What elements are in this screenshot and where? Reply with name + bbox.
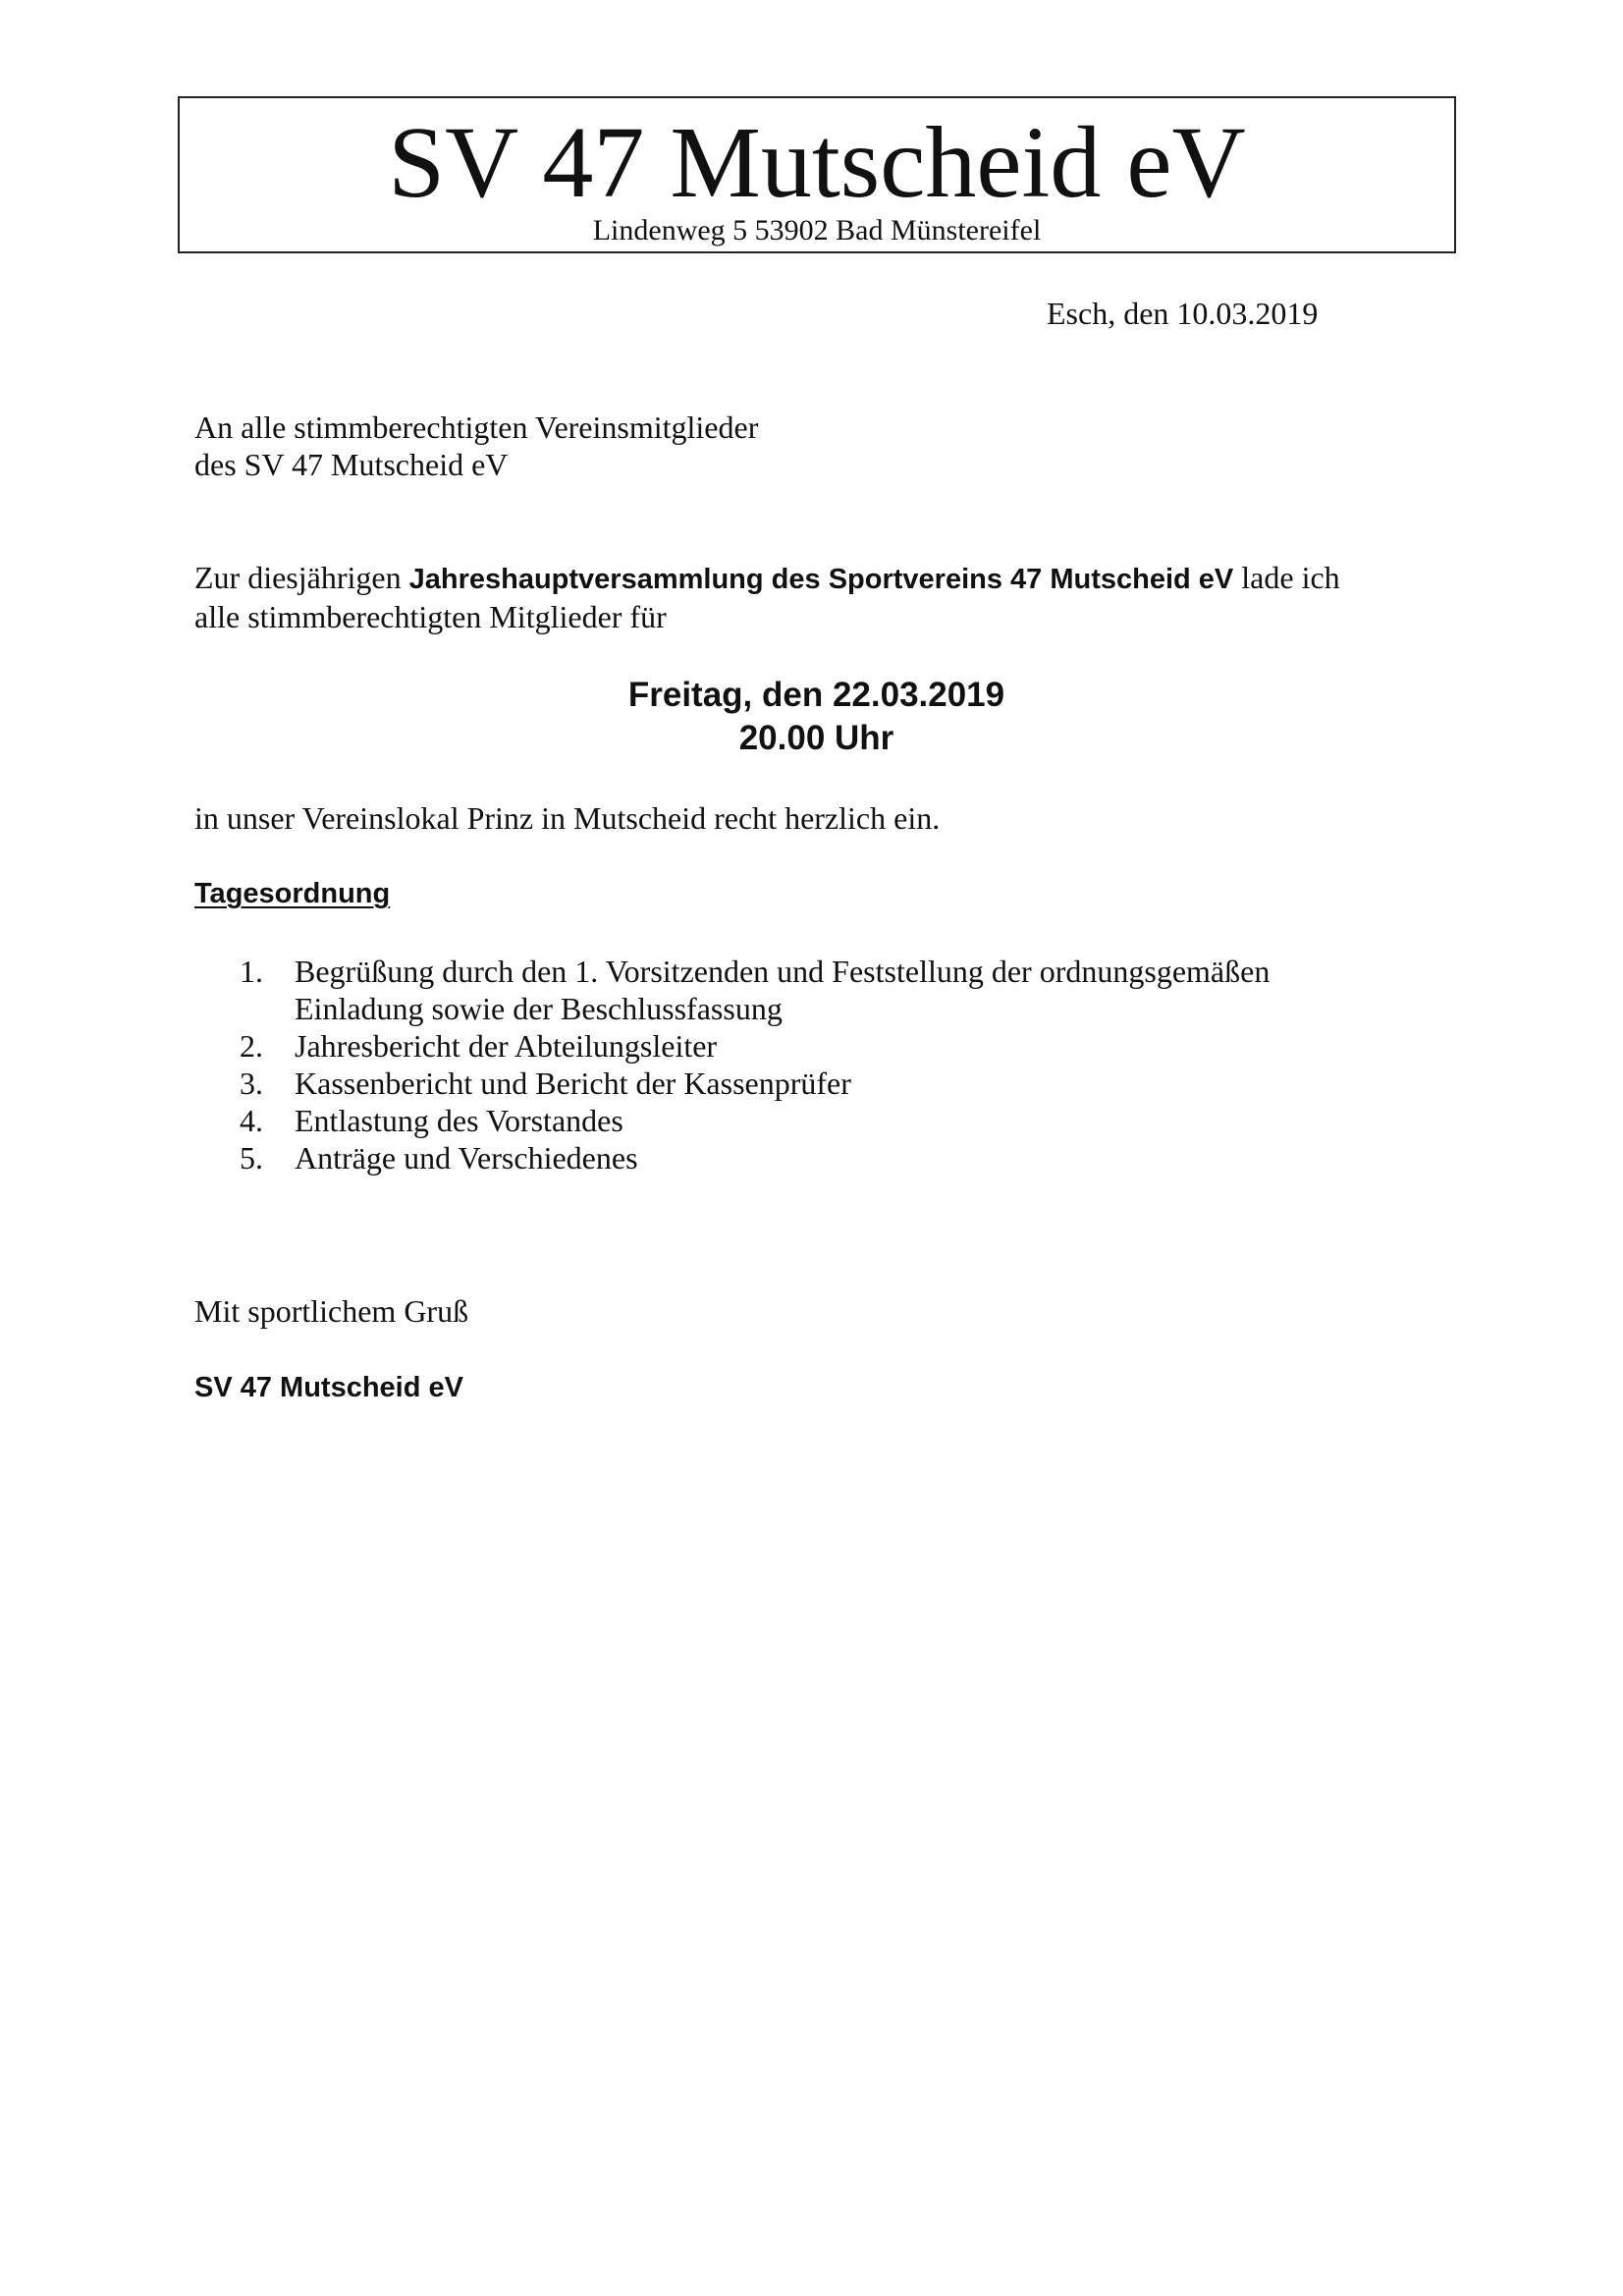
agenda-title: Tagesordnung: [194, 878, 391, 909]
agenda-item-number: 3.: [240, 1066, 263, 1101]
intro-suffix: lade ich: [1233, 560, 1340, 595]
agenda-item-text: Entlastung des Vorstandes: [295, 1103, 623, 1138]
agenda-item: [240, 953, 1375, 1027]
intro-prefix: Zur diesjährigen: [194, 560, 409, 595]
agenda-item-number: 4.: [240, 1103, 263, 1138]
event-date: Freitag, den 22.03.2019: [627, 676, 1005, 714]
recipients-block: [194, 409, 758, 483]
intro-line-2: alle stimmberechtigten Mitglieder für: [194, 599, 667, 634]
letterhead-box: [178, 96, 1456, 253]
agenda-item-number: 1.: [240, 954, 263, 989]
agenda-list: [240, 953, 1375, 1176]
agenda-item-text-continued: Einladung sowie der Beschlussfassung: [295, 991, 783, 1026]
venue-line: in unser Vereinslokal Prinz in Mutscheid recht herzlich ein.: [194, 800, 941, 836]
agenda-item-text: Jahresbericht der Abteilungsleiter: [295, 1028, 718, 1064]
agenda-item: [240, 1139, 1375, 1176]
recipients-line-2: des SV 47 Mutscheid eV: [194, 447, 509, 482]
recipients-line-1: An alle stimmberechtigten Vereinsmitglieder: [194, 410, 759, 445]
intro-line-1: [194, 559, 1340, 598]
event-time: 20.00 Uhr: [738, 719, 894, 757]
agenda-item: [240, 1065, 1375, 1102]
event-datetime: [0, 674, 1623, 760]
signature: SV 47 Mutscheid eV: [194, 1372, 463, 1403]
agenda-item: [240, 1027, 1375, 1065]
closing-line: Mit sportlichem Gruß: [194, 1293, 469, 1329]
organization-address: Lindenweg 5 53902 Bad Münstereifel: [592, 214, 1042, 246]
agenda-item-text: Anträge und Verschiedenes: [295, 1140, 638, 1175]
agenda-item-number: 2.: [240, 1028, 263, 1064]
agenda-item-text: Begrüßung durch den 1. Vorsitzenden und Feststellung der ordnungsgemäßen: [295, 954, 1271, 989]
agenda-item: [240, 1102, 1375, 1139]
intro-paragraph: [194, 559, 1340, 635]
agenda-item-text: Kassenbericht und Bericht der Kassenprüfer: [295, 1066, 851, 1101]
agenda-item-number: 5.: [240, 1140, 263, 1175]
organization-name: SV 47 Mutscheid eV: [388, 106, 1246, 219]
date-line: Esch, den 10.03.2019: [1047, 296, 1319, 331]
meeting-name: Jahreshauptversammlung des Sportvereins 47 Mutscheid eV: [408, 564, 1234, 595]
